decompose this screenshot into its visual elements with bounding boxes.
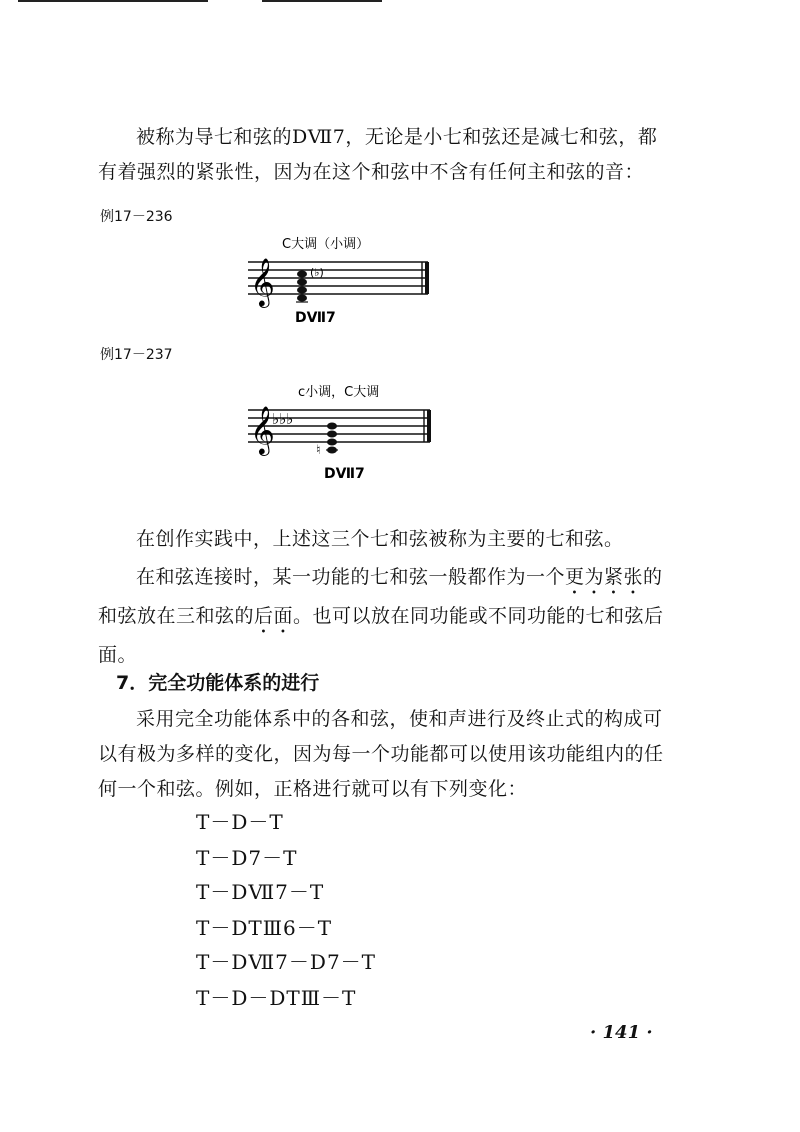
natural-sign: ♮	[316, 443, 321, 458]
staff-caption: C大调（小调）	[282, 237, 370, 252]
key-signature-flats: ♭♭♭	[272, 410, 294, 428]
treble-clef-icon: 𝄞	[250, 257, 275, 306]
music-example-236	[240, 230, 440, 330]
parenthetical-accidental: (♭)	[310, 266, 324, 279]
progression-3: T－DⅦ7－T	[196, 880, 325, 904]
page-number: · 141 ·	[590, 1022, 653, 1043]
progression-5: T－DⅦ7－D7－T	[196, 950, 377, 974]
section-heading: 7．完全功能体系的进行	[116, 672, 320, 694]
progression-2: T－D7－T	[196, 846, 298, 870]
staff-caption: c小调，C大调	[298, 385, 380, 400]
chord-symbol: DⅦ7	[324, 466, 365, 482]
music-example-237	[240, 378, 440, 488]
paragraph-4: 采用完全功能体系中的各和弦，使和声进行及终止式的构成可以有极为多样的变化，因为每一个功能都可以使用该功能组内的任何一个和弦。例如，正格进行就可以有下列变化：	[98, 708, 664, 800]
example-label-236: 例17－236	[100, 209, 173, 225]
progression-4: T－DTⅢ6－T	[196, 916, 333, 940]
p3-text-e: 。也可以放在同功能或不同功能的七和弦后面。	[98, 605, 664, 666]
progression-6: T－D－DTⅢ－T	[196, 986, 357, 1010]
chord-symbol: DⅦ7	[295, 310, 336, 326]
progression-1: T－D－T	[196, 810, 284, 834]
p3-text-c: 的和弦放在三和弦的	[98, 566, 663, 627]
paragraph-2: 在创作实践中，上述这三个七和弦被称为主要的七和弦。	[136, 528, 624, 550]
chord-notes	[326, 423, 338, 454]
treble-clef-icon: 𝄞	[250, 405, 275, 454]
top-rule-right	[262, 0, 382, 2]
p3-emphasis-after: 后面	[254, 605, 294, 627]
paragraph-3	[98, 560, 668, 673]
p3-text-a: 在和弦连接时，某一功能的七和弦一般都作为一个	[136, 566, 566, 588]
staff-lines	[248, 262, 428, 294]
top-rule-left	[18, 0, 208, 2]
example-label-237: 例17－237	[100, 347, 173, 363]
p3-emphasis-tense: 更为紧张	[565, 566, 644, 588]
paragraph-1: 被称为导七和弦的DⅦ7，无论是小七和弦还是减七和弦，都有着强烈的紧张性，因为在这个和弦中不含有任何主和弦的音：	[98, 126, 658, 183]
